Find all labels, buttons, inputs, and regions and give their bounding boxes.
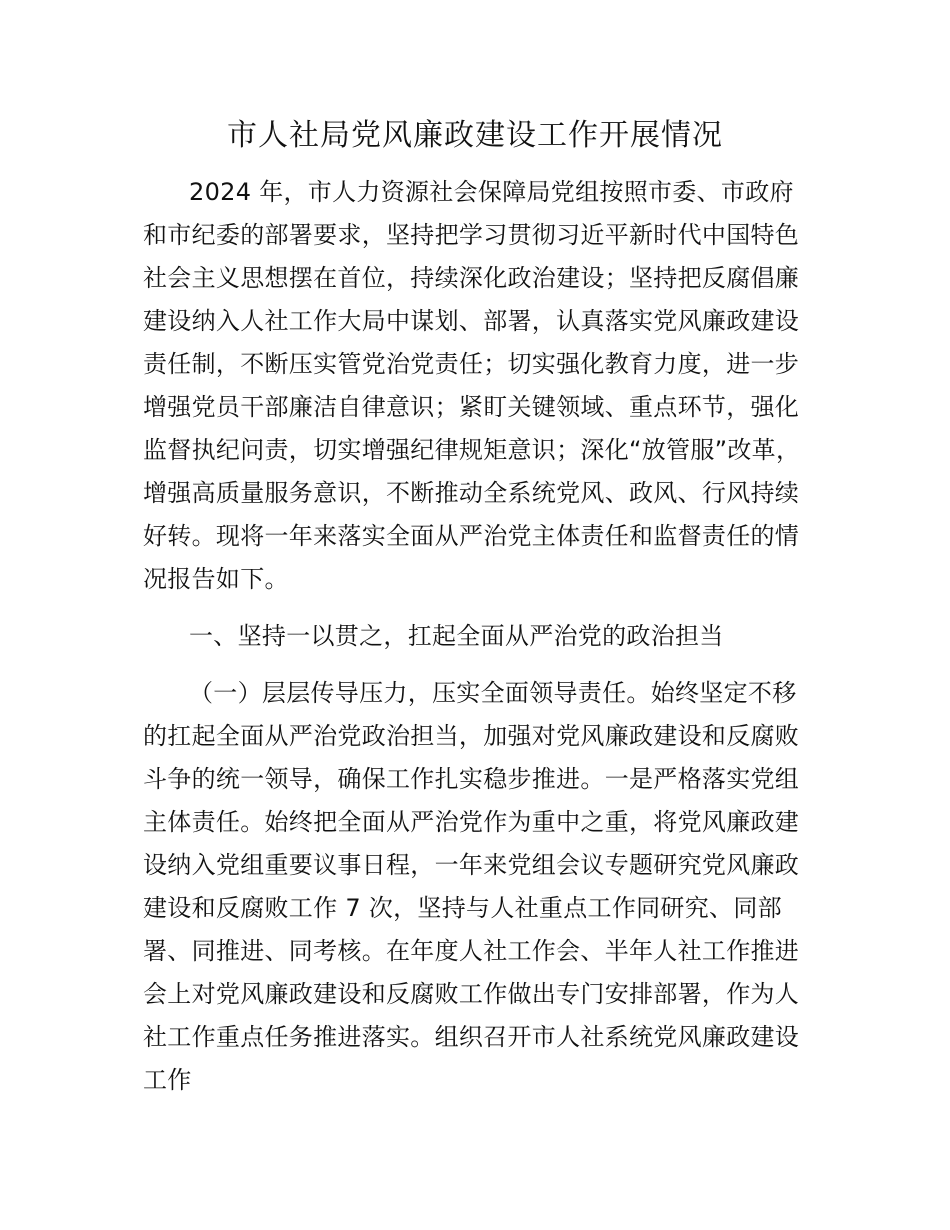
paragraph-line: 增强党员干部廉洁自律意识；紧盯关键领域、重点环节，强化: [143, 393, 800, 421]
section-heading-text: 一、坚持一以贯之，扛起全面从严治党的政治担当: [189, 622, 724, 650]
paragraph-line: 监督执纪问责，切实增强纪律规矩意识；深化“放管服”改革，: [143, 436, 801, 464]
paragraph-line: 建设和反腐败工作 7 次，坚持与人社重点工作同研究、同部: [143, 894, 782, 922]
paragraph-line: 责任制，不断压实管党治党责任；切实强化教育力度，进一步: [143, 350, 800, 378]
paragraph-line: 主体责任。始终把全面从严治党作为重中之重，将党风廉政建: [143, 808, 800, 836]
paragraph-line: 2024 年，市人力资源社会保障局党组按照市委、市政府: [189, 178, 794, 206]
paragraph-line: 好转。现将一年来落实全面从严治党主体责任和监督责任的情: [143, 522, 800, 550]
paragraph-line: 况报告如下。: [143, 565, 289, 593]
paragraph-line: 的扛起全面从严治党政治担当，加强对党风廉政建设和反腐败: [143, 722, 800, 750]
section-heading-1: [143, 615, 843, 658]
paragraph-line: 社工作重点任务推进落实。组织召开市人社系统党风廉政建设: [143, 1023, 800, 1051]
paragraph-line: 增强高质量服务意识，不断推动全系统党风、政风、行风持续: [143, 479, 800, 507]
paragraph-line: 工作: [143, 1066, 192, 1094]
paragraph-section-1-1: [143, 672, 843, 1102]
paragraph-line: 和市纪委的部署要求，坚持把学习贯彻习近平新时代中国特色: [143, 221, 800, 249]
paragraph-gap: [143, 601, 843, 615]
paragraph-line: 会上对党风廉政建设和反腐败工作做出专门安排部署，作为人: [143, 980, 800, 1008]
paragraph-line: 设纳入党组重要议事日程，一年来党组会议专题研究党风廉政: [143, 851, 800, 879]
paragraph-line: 建设纳入人社工作大局中谋划、部署，认真落实党风廉政建设: [143, 307, 800, 335]
paragraph-line: 社会主义思想摆在首位，持续深化政治建设；坚持把反腐倡廉: [143, 264, 800, 292]
document-body: [143, 171, 843, 1102]
paragraph-line: 斗争的统一领导，确保工作扎实稳步推进。一是严格落实党组: [143, 765, 800, 793]
paragraph-gap: [143, 658, 843, 672]
document-title: 市人社局党风廉政建设工作开展情况: [227, 118, 723, 153]
paragraph-line: （一）层层传导压力，压实全面领导责任。始终坚定不移: [189, 679, 797, 707]
paragraph-intro: [143, 171, 843, 601]
paragraph-line: 署、同推进、同考核。在年度人社工作会、半年人社工作推进: [143, 937, 800, 965]
